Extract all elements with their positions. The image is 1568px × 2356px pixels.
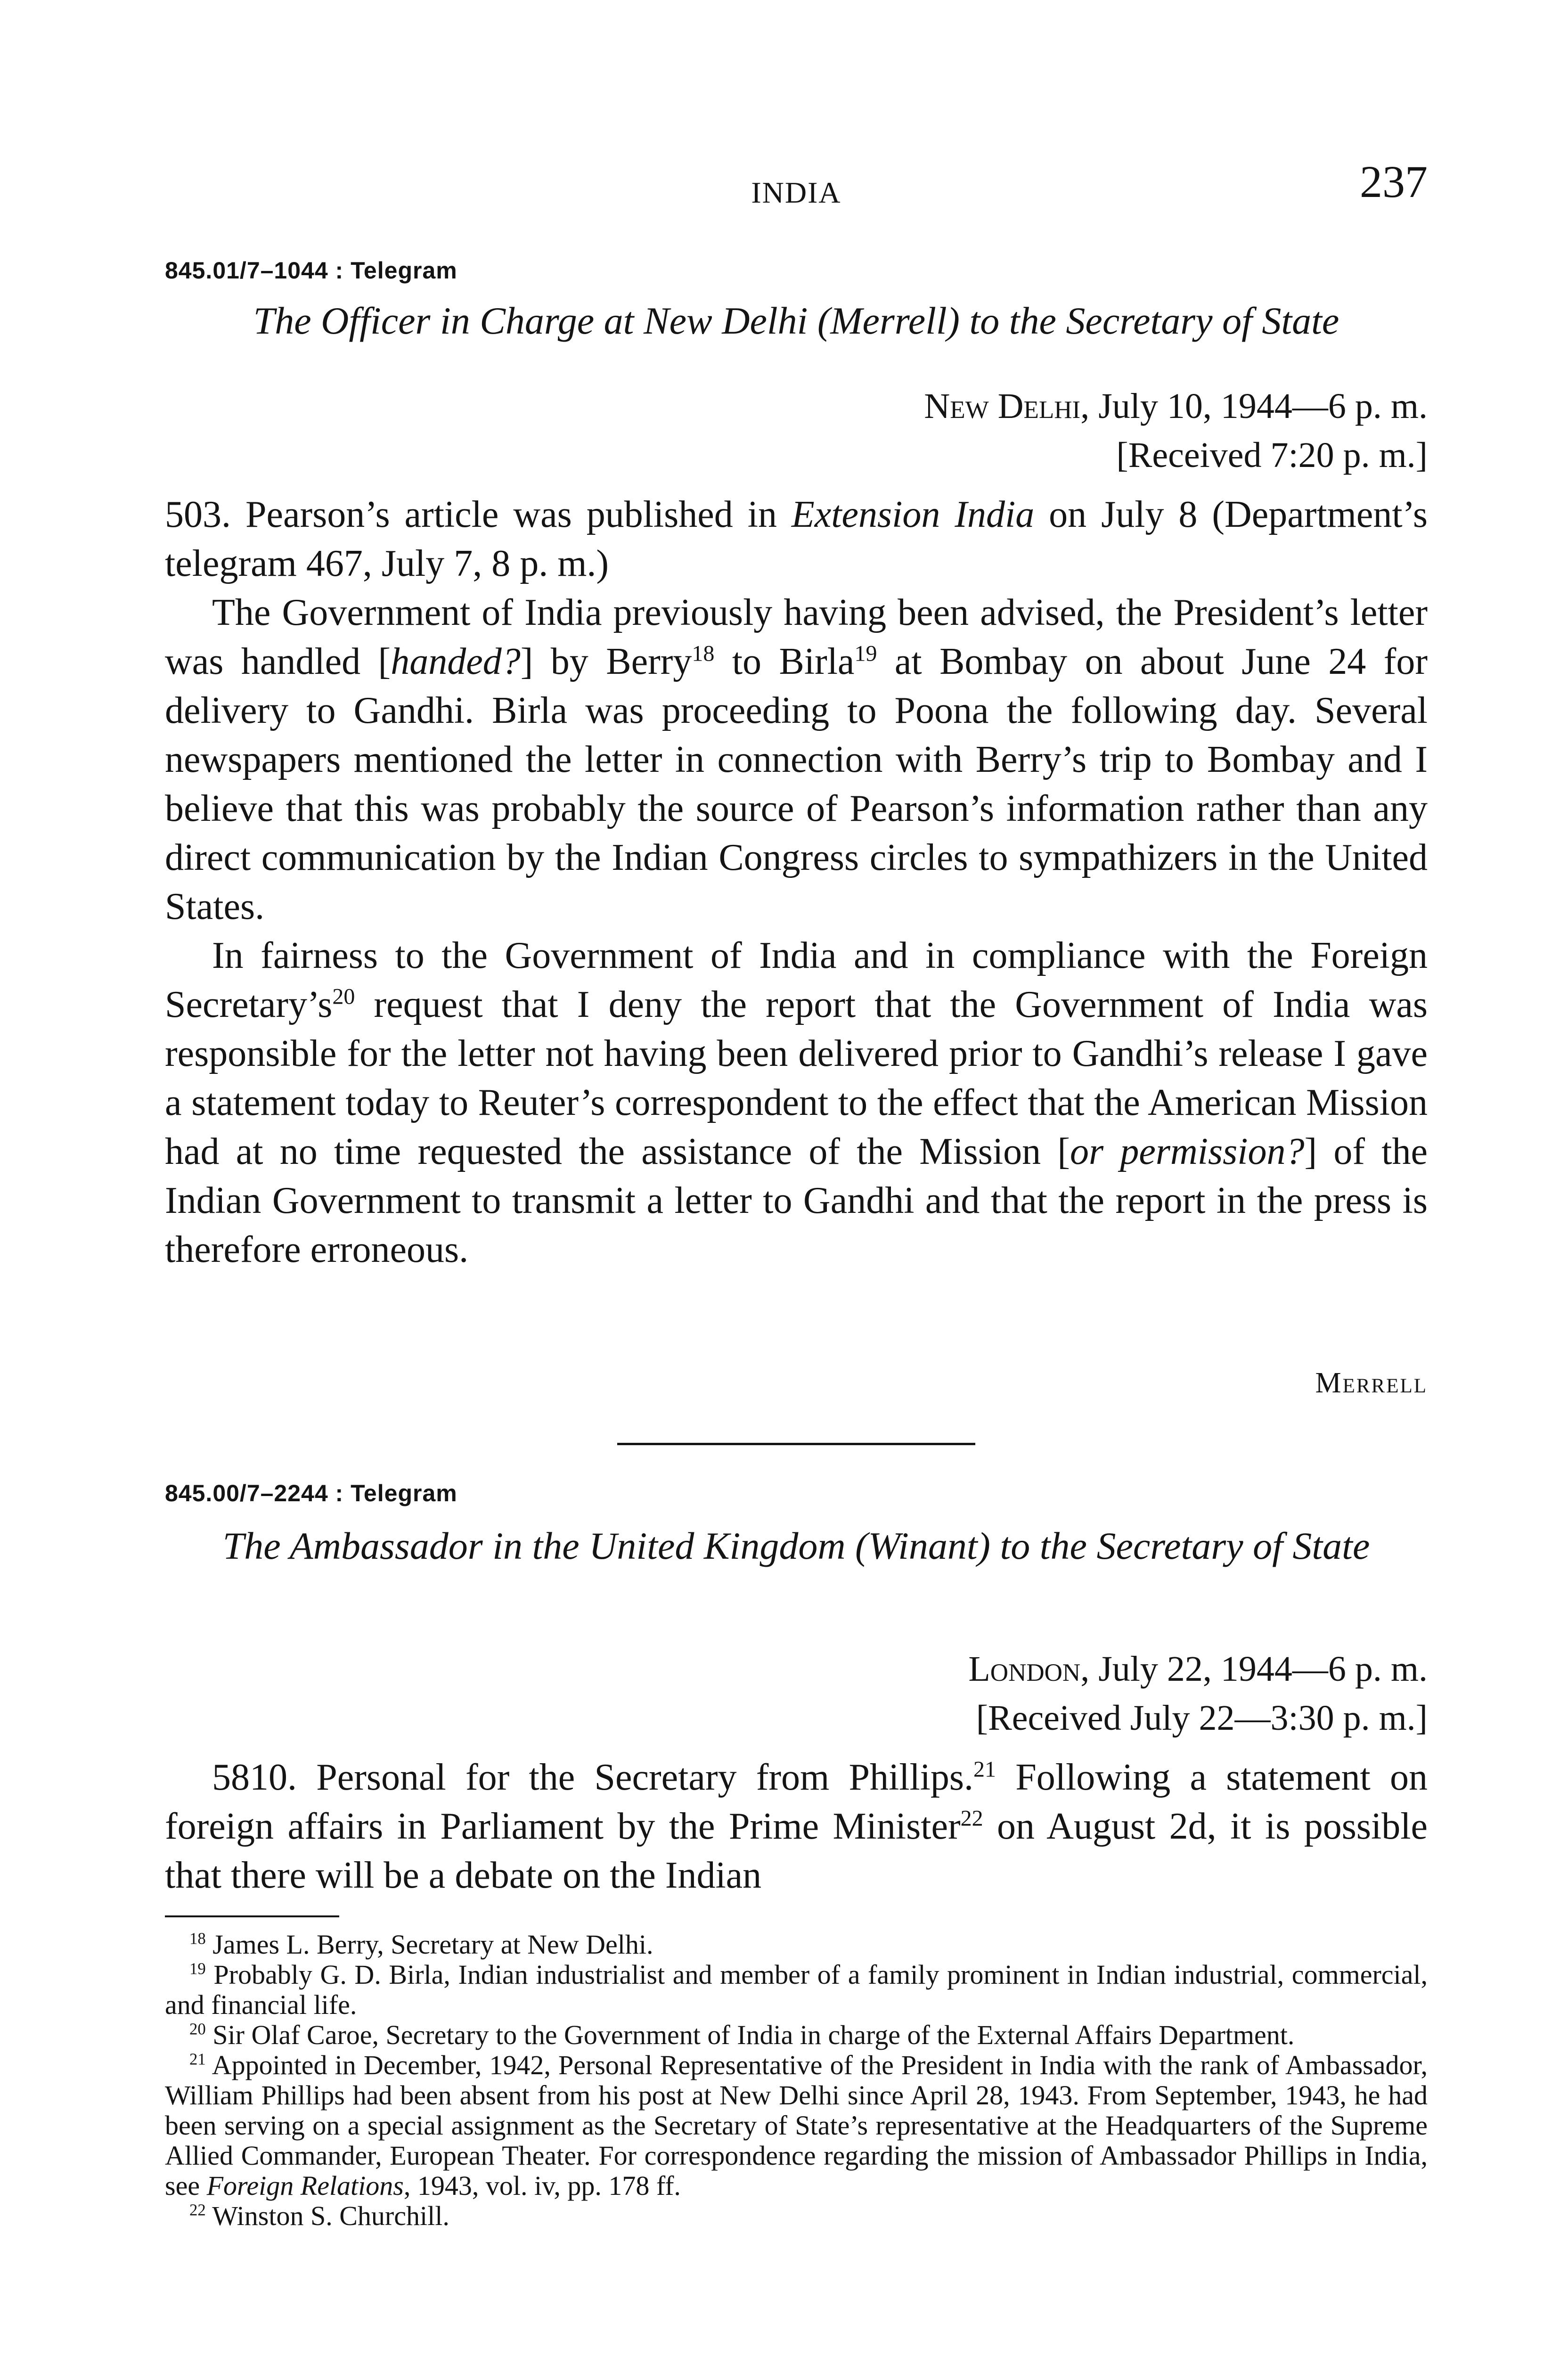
- page-number: 237: [1360, 156, 1428, 207]
- footnote-ref: 20: [332, 984, 355, 1009]
- paragraph: [165, 931, 1428, 1274]
- received-time: [Received 7:20 p. m.]: [1116, 435, 1428, 475]
- footnote-number: 18: [189, 1929, 206, 1948]
- text-run: at Bombay on about June 24 for delivery to Gandhi. Birla was proceeding to Poona the following day. Several newspapers mentioned the letter in connection with Berry’s trip to Bombay and I believe that this was probably the source of Pearson’s information rather than any direct communication by the Indian Congress circles to sympathizers in the United States.: [165, 641, 1428, 927]
- footnote-ref: 21: [973, 1757, 996, 1782]
- paragraph: [165, 588, 1428, 931]
- text-run: Following a statement on foreign affairs in Parliament by the Prime Minister: [165, 1757, 1428, 1847]
- dateline: [165, 1644, 1428, 1742]
- footnotes: [165, 1930, 1428, 2231]
- text-run: on July 8 (Department’s telegram 467, July 7, 8 p. m.): [165, 494, 1428, 584]
- footnote-number: 21: [189, 2050, 206, 2069]
- footnote-text: Sir Olaf Caroe, Secretary to the Government of India in charge of the External Affairs Department.: [205, 2020, 1295, 2050]
- text-run: In fairness to the Government of India and in compliance with the Foreign Secretary’s: [165, 935, 1428, 1025]
- footnote-text: Winston S. Churchill.: [205, 2201, 449, 2231]
- dateline-date: , July 22, 1944—6 p. m.: [1080, 1649, 1428, 1689]
- footnote-ref: 19: [854, 641, 877, 666]
- dateline-place: New Delhi: [924, 386, 1081, 426]
- text-run: 503. Pearson’s article was published in: [165, 494, 792, 535]
- paragraph: [165, 1753, 1428, 1900]
- footnote-text: , 1943, vol. iv, pp. 178 ff.: [403, 2170, 681, 2201]
- dateline: [165, 382, 1428, 480]
- footnote-19: [165, 1960, 1428, 2020]
- dateline-place: London: [968, 1649, 1081, 1689]
- editorial-insertion: or permission?: [1070, 1131, 1305, 1172]
- footnote-text: James L. Berry, Secretary at New Delhi.: [205, 1929, 653, 1960]
- footnote-text: Appointed in December, 1942, Personal Representative of the President in India with the rank of Ambassador, William Phillips had been absent from his post at New Delhi since April 28, 1943. From September, 1943, he had been serving on a special assignment as the Secretary of State’s representative at the Headquarters of the Supreme Allied Commander, European Theater. For correspondence regarding the mission of Ambassador Phillips in India, see: [165, 2050, 1428, 2201]
- footnote-ref: 18: [692, 641, 715, 666]
- section-divider: [617, 1443, 975, 1445]
- text-run: to Birla: [714, 641, 855, 682]
- text-run: ] of the Indian Government to transmit a letter to Gandhi and that the report in the press is therefore erroneous.: [165, 1131, 1428, 1270]
- footnote-20: [165, 2020, 1428, 2050]
- document-heading: The Ambassador in the United Kingdom (Winant) to the Secretary of State: [222, 1524, 1370, 1567]
- text-run: 5810. Personal for the Secretary from Phillips.: [212, 1757, 974, 1798]
- footnote-ref: 22: [960, 1806, 983, 1831]
- footnote-text: Probably G. D. Birla, Indian industrialist and member of a family prominent in Indian industrial, commercial, and financial life.: [165, 1959, 1428, 2020]
- signature: Merrell: [1315, 1367, 1428, 1399]
- text-run: on August 2d, it is possible that there will be a debate on the Indian: [165, 1806, 1428, 1896]
- document-heading: The Officer in Charge at New Delhi (Merrell) to the Secretary of State: [253, 299, 1339, 342]
- telegram-body: [165, 1753, 1428, 1900]
- footnote-21: [165, 2050, 1428, 2201]
- footnote-number: 20: [189, 2020, 206, 2038]
- publication-title: Foreign Relations: [206, 2170, 404, 2201]
- paragraph: [165, 490, 1428, 588]
- text-run: request that I deny the report that the Government of India was responsible for the letter not having been delivered prior to Gandhi’s release I gave a statement today to Reuter’s correspondent to the effect that the American Mission had at no time requested the assistance of the Mission [: [165, 984, 1428, 1172]
- running-head: [165, 155, 1428, 221]
- text-run: ] by Berry: [520, 641, 692, 682]
- editorial-insertion: handed?: [391, 641, 521, 682]
- text-run: The Government of India previously having been advised, the President’s letter was handled [: [165, 592, 1428, 682]
- received-time: [Received July 22—3:30 p. m.]: [976, 1698, 1428, 1738]
- publication-title: Extension India: [791, 494, 1035, 535]
- footnote-divider: [165, 1915, 339, 1917]
- footnote-number: 19: [189, 1959, 206, 1978]
- footnote-22: [165, 2201, 1428, 2231]
- running-title: INDIA: [751, 176, 841, 209]
- footnote-number: 22: [189, 2201, 206, 2219]
- file-number-845-00: 845.00/7–2244 : Telegram: [165, 1480, 457, 1506]
- file-number-845-01: 845.01/7–1044 : Telegram: [165, 257, 457, 284]
- footnote-18: [165, 1930, 1428, 1960]
- telegram-body: [165, 490, 1428, 1274]
- dateline-date: , July 10, 1944—6 p. m.: [1080, 386, 1428, 426]
